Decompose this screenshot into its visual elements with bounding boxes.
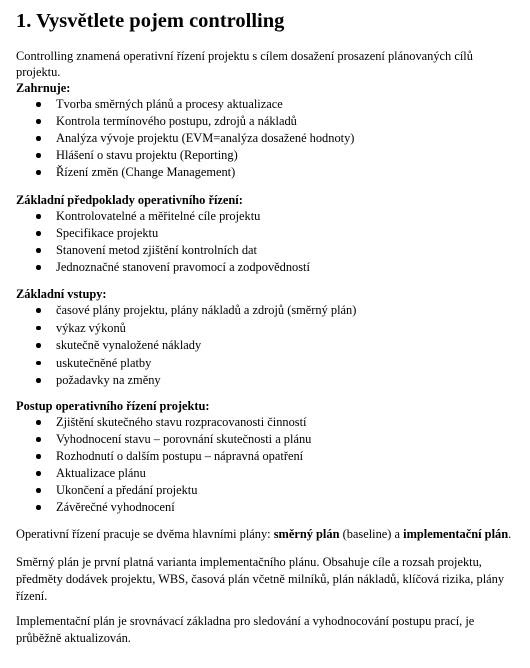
list-item: Řízení změn (Change Management) (16, 164, 520, 181)
list-item: Rozhodnutí o dalším postupu – nápravná opatření (16, 448, 520, 465)
section-title: Zahrnuje: (16, 81, 71, 95)
list-item: výkaz výkonů (16, 320, 520, 338)
list-item: časové plány projektu, plány nákladů a zdrojů (směrný plán) (16, 302, 520, 320)
section-title: Základní předpoklady operativního řízení: (16, 193, 243, 207)
section-zahrnuje (16, 80, 520, 181)
plans-text-after: . (508, 527, 512, 541)
list-item: Jednoznačné stanovení pravomocí a zodpovědností (16, 259, 520, 276)
section-postup (16, 398, 520, 516)
list-item: Závěrečné vyhodnocení (16, 499, 520, 516)
section-title: Postup operativního řízení projektu: (16, 399, 210, 413)
list-item: Aktualizace plánu (16, 465, 520, 482)
plans-bold-implementation: implementační plán (403, 527, 509, 541)
plans-text-before: Operativní řízení pracuje se dvěma hlavními plány: (16, 527, 274, 541)
plans-paragraph (16, 526, 520, 542)
implementation-plan-paragraph: Implementační plán je srovnávací základna pro sledování a vyhodnocování postupu prací, je průběžně aktualizován. (16, 614, 475, 645)
intro-paragraph: Controlling znamená operativní řízení projektu s cílem dosažení prosazení plánovaných cílů projektu. (16, 49, 473, 79)
list-item: Kontrola termínového postupu, zdrojů a nákladů (16, 113, 520, 130)
list-item: uskutečněné platby (16, 355, 520, 373)
list-item: Ukončení a předání projektu (16, 482, 520, 499)
list-item: Hlášení o stavu projektu (Reporting) (16, 147, 520, 164)
list-item: Zjištění skutečného stavu rozpracovanosti činností (16, 414, 520, 431)
plans-text-middle: (baseline) a (339, 527, 404, 541)
section-title: Základní vstupy: (16, 287, 107, 301)
bullet-list (16, 208, 520, 276)
bullet-list (16, 96, 520, 181)
list-item: Vyhodnocení stavu – porovnání skutečnosti a plánu (16, 431, 520, 448)
list-item: Stanovení metod zjištění kontrolních dat (16, 242, 520, 259)
list-item: Analýza vývoje projektu (EVM=analýza dosažené hodnoty) (16, 130, 520, 147)
list-item: Tvorba směrných plánů a procesy aktualizace (16, 96, 520, 113)
baseline-plan-paragraph: Směrný plán je první platná varianta implementačního plánu. Obsahuje cíle a rozsah projektu, předměty dodávek projektu, WBS, časová plán včetně milníků, plán nákladů, klíčová rizika, plány řízení. (16, 555, 505, 603)
plans-bold-baseline: směrný plán (273, 527, 340, 541)
section-predpoklady (16, 192, 520, 276)
list-item: Kontrolovatelné a měřitelné cíle projektu (16, 208, 520, 225)
section-vstupy (16, 286, 520, 390)
list-item: požadavky na změny (16, 372, 520, 390)
list-item: Specifikace projektu (16, 225, 520, 242)
list-item: skutečně vynaložené náklady (16, 337, 520, 355)
page-title: 1. Vysvětlete pojem controlling (16, 10, 285, 32)
bullet-list (16, 302, 520, 390)
bullet-list (16, 414, 520, 516)
